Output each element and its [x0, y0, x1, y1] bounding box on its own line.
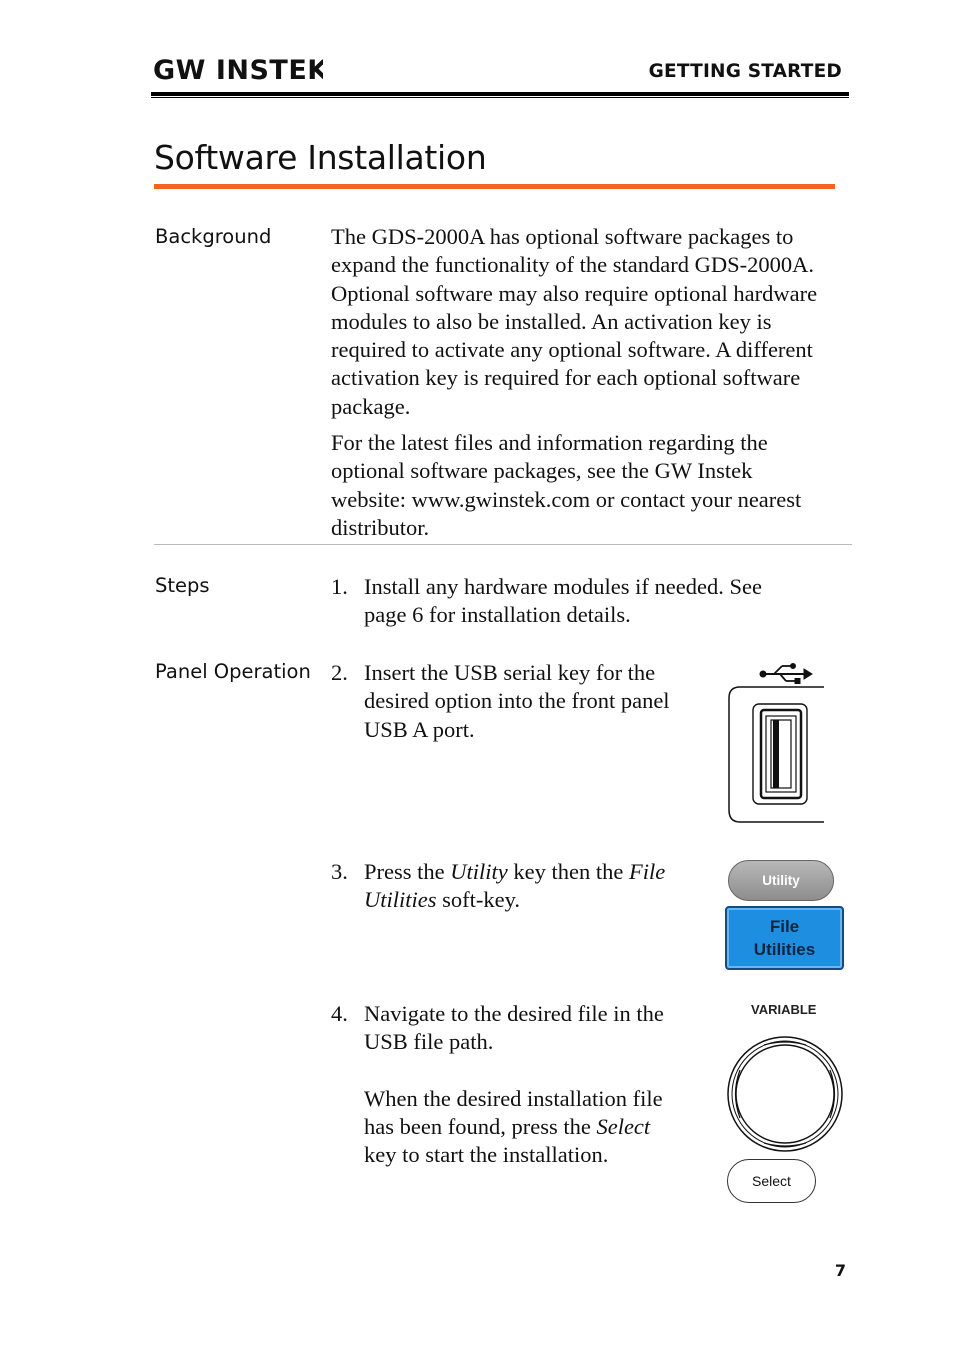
panel-operation-label: Panel Operation	[155, 660, 311, 683]
step-1-line-2: page 6 for installation details.	[364, 602, 631, 628]
step-4-select: Select	[596, 1113, 651, 1139]
file-utilities-softkey[interactable]	[725, 906, 844, 970]
usb-port-graphic	[726, 660, 826, 826]
header-rule-thin	[151, 97, 849, 98]
step-3-t2: key then the	[507, 859, 629, 884]
step-1-number: 1.	[331, 574, 348, 599]
step-4-line-1: Navigate to the desired file in the	[364, 1001, 664, 1026]
step-1-line-1: Install any hardware modules if needed. See	[364, 574, 762, 599]
step-2-line-1: Insert the USB serial key for the	[364, 660, 656, 685]
step-2-line-3: USB A port.	[364, 716, 475, 742]
title-underline	[154, 184, 835, 189]
usb-icon	[760, 664, 812, 684]
step-3-utility: Utility	[450, 859, 508, 884]
step-2-number: 2.	[331, 660, 348, 685]
select-button[interactable]	[727, 1159, 816, 1203]
select-button-label: Select	[752, 1173, 791, 1189]
variable-label: VARIABLE	[751, 1002, 817, 1017]
page-title: Software Installation	[154, 138, 487, 177]
step-3-line-1	[364, 858, 714, 886]
step-3-utilities: Utilities	[364, 887, 437, 913]
step-2-text	[364, 659, 719, 744]
file-utilities-line-2: Utilities	[753, 940, 816, 959]
step-3-t1: Press the	[364, 859, 451, 884]
step-4-line-3: When the desired installation file	[364, 1085, 663, 1111]
step-3-file: File	[628, 859, 666, 884]
step-4-line-2: USB file path.	[364, 1029, 494, 1055]
step-3-t3: soft-key.	[436, 887, 521, 913]
step-3-number: 3.	[331, 859, 348, 884]
steps-label: Steps	[155, 574, 210, 597]
step-3-text	[364, 858, 714, 915]
background-text-1: The GDS-2000A has optional software packages to expand the functionality of the standard GDS-2000A. Optional software may also require optional hardware modules to also be installed. An activation key is required to activate any optional software. A different activation key is required for each optional software package.	[331, 224, 818, 419]
step-3-line-2	[364, 886, 714, 914]
step-4-line-4-text: has been found, press the	[364, 1113, 597, 1139]
step-4-line-4	[364, 1113, 714, 1141]
utility-button-label: Utility	[762, 873, 800, 888]
step-4-line-5: key to start the installation.	[364, 1142, 609, 1168]
gw-instek-logo	[153, 55, 323, 83]
section-heading: GETTING STARTED	[648, 61, 842, 82]
background-label: Background	[155, 225, 272, 248]
step-4-number: 4.	[331, 1001, 348, 1026]
step-2-line-2: desired option into the front panel	[364, 688, 670, 714]
variable-knob[interactable]	[726, 1035, 844, 1153]
background-paragraph-1	[331, 223, 849, 421]
step-4-text	[364, 1000, 714, 1169]
file-utilities-line-1: File	[769, 917, 800, 936]
section-divider	[154, 544, 852, 545]
step-1-text	[364, 573, 844, 630]
background-paragraph-2	[331, 429, 831, 542]
header-rule	[151, 92, 849, 96]
utility-button[interactable]	[728, 860, 834, 901]
brand-text: GW INSTEK	[153, 55, 323, 83]
background-text-2: For the latest files and information regarding the optional software packages, see the GW Instek website: www.gwinstek.com or contact your nearest distributor.	[331, 430, 802, 540]
page-number: 7	[834, 1261, 846, 1280]
